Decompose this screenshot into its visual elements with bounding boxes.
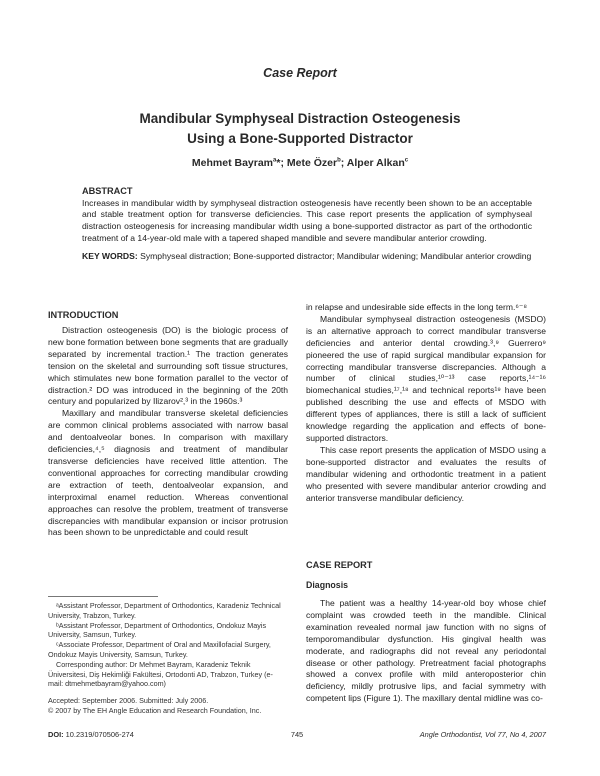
journal-citation: Angle Orthodontist, Vol 77, No 4, 2007 <box>419 730 546 739</box>
case-report-heading: CASE REPORT <box>306 560 373 570</box>
intro-paragraph-3: Mandibular symphyseal distraction osteogenesis (MSDO) is an alternative approach to correct mandibular transverse deficiencies and anterior dental crowding.³,⁹ Guerrero⁹ pioneered the use of rapid surgical mandibular expansion for correcting mandibular transverse discrepancies. Although a number of clinical studies,¹⁰⁻¹³ case reports,¹⁴⁻¹⁶ biomechanical studies,¹⁷,¹⁸ and technical reports¹⁹ have been published describing the use and effects of MSDO with different types of appliances, there is still a lack of sufficient knowledge regarding the application and effects of bone-supported distractors. <box>306 313 546 443</box>
doi-label: DOI: <box>48 730 64 739</box>
left-column <box>48 325 288 539</box>
abstract-heading: ABSTRACT <box>82 186 133 196</box>
footnotes <box>48 601 288 716</box>
footnote-c: ᶜAssociate Professor, Department of Oral and Maxillofacial Surgery, Ondokuz Mayis University, Samsun, Turkey. <box>48 640 271 659</box>
footnote-copyright: © 2007 by The EH Angle Education and Research Foundation, Inc. <box>48 705 262 715</box>
author-2-affiliation: b <box>337 157 341 164</box>
keywords-text: Symphyseal distraction; Bone-supported distractor; Mandibular widening; Mandibular anterior crowding <box>140 250 532 261</box>
title-line-1: Mandibular Symphyseal Distraction Osteogenesis <box>139 111 461 126</box>
author-list <box>0 157 600 169</box>
footnote-corresponding: Corresponding author: Dr Mehmet Bayram, Karadeniz Teknik Üniversitesi, Diş Hekimliği Fakültesi, Ortodonti AD, Trabzon, Turkey (e-mail: dtmehmetbayram@yahoo.com) <box>48 659 273 689</box>
footnote-a: ᵃAssistant Professor, Department of Orthodontics, Karadeniz Technical University, Trabzon, Turkey. <box>48 601 281 620</box>
corresponding-mark: * <box>276 157 281 169</box>
right-column <box>306 302 546 504</box>
intro-paragraph-4: This case report presents the application of MSDO using a bone-supported distractor and evaluates the results of mandibular widening and orthodontic treatment in a patient who presented with severe mandibular anterior crowding and anterior transverse mandibular deficiency. <box>306 444 546 503</box>
intro-paragraph-2-continued: in relapse and undesirable side effects in the long term.⁶⁻⁸ <box>306 302 528 312</box>
author-1-affiliation: a <box>273 157 277 164</box>
doi-value: 10.2319/070506-274 <box>65 730 134 739</box>
author-separator: ; <box>340 157 347 169</box>
author-3: Alper Alkan <box>346 157 405 169</box>
intro-paragraph-1: Distraction osteogenesis (DO) is the biologic process of new bone formation between bone segments that are gradually separated by incremental traction.¹ The traction generates tension on the skeletal and surrounding soft tissue structures, which stimulates new bone formation parallel to the vector of distraction.² DO was introduced in the beginning of the 20th century and popularized by Ilizarov²,³ in the 1960s.³ <box>48 325 288 407</box>
page-number: 745 <box>290 730 304 739</box>
intro-paragraph-2: Maxillary and mandibular transverse skeletal deficiencies are common clinical problems associated with narrow basal and dentoalveolar bones. In comparison with maxillary deficiencies,⁴,⁵ diagnosis and treatment of mandibular transverse deficiencies have received little attention. The conventional approaches for correcting mandibular crowding are extraction of teeth, dentoalveolar expansion, and interproximal enamel reduction. Whereas conventional approaches can resolve the problem, treatment of transverse discrepancies with mandibular expansion or incisor protrusion has been shown to be unpredictable and could result <box>48 408 288 538</box>
footnote-rule <box>48 596 158 597</box>
diagnosis-subheading: Diagnosis <box>306 580 349 590</box>
abstract-text: Increases in mandibular width by symphyseal distraction osteogenesis have recently been shown to be an acceptable and stable treatment option for transverse deficiencies. This case report presents the application of symphyseal distraction osteogenesis for increasing mandibular width using a bone-supported distractor as part of the orthodontic treatment of a 14-year-old male with a tapered shaped mandible and severe mandibular anterior crowding. <box>82 197 532 243</box>
abstract-block <box>82 186 532 262</box>
keywords <box>82 251 532 263</box>
author-1: Mehmet Bayram <box>191 157 274 169</box>
author-separator: ; <box>280 157 287 169</box>
keywords-label: KEY WORDS: <box>82 250 138 261</box>
diagnosis-paragraph-1: The patient was a healthy 14-year-old boy whose chief complaint was crowded teeth in the mandible. Clinical examination revealed normal jaw function with no signs of temporomandibular dysfunction. His gingival health was moderate, and radiographs did not reveal any periodontal disease or other pathology. Pretreatment facial photographs showed a convex profile with mild anteroposterior chin deficiency, mildly protrusive lips, and facial symmetry with competent lips (Figure 1). The maxillary dental midline was co- <box>306 598 546 704</box>
footnote-accepted: Accepted: September 2006. Submitted: July 2006. <box>48 696 209 706</box>
section-label: Case Report <box>263 66 337 80</box>
title-line-2: Using a Bone-Supported Distractor <box>187 131 413 146</box>
case-report-text <box>306 598 546 705</box>
author-2: Mete Özer <box>286 157 338 169</box>
author-3-affiliation: c <box>404 157 409 164</box>
article-title <box>60 109 540 149</box>
introduction-heading: INTRODUCTION <box>48 310 119 320</box>
footnote-b: ᵇAssistant Professor, Department of Orthodontics, Ondokuz Mayis University, Samsun, Turkey. <box>48 620 267 640</box>
